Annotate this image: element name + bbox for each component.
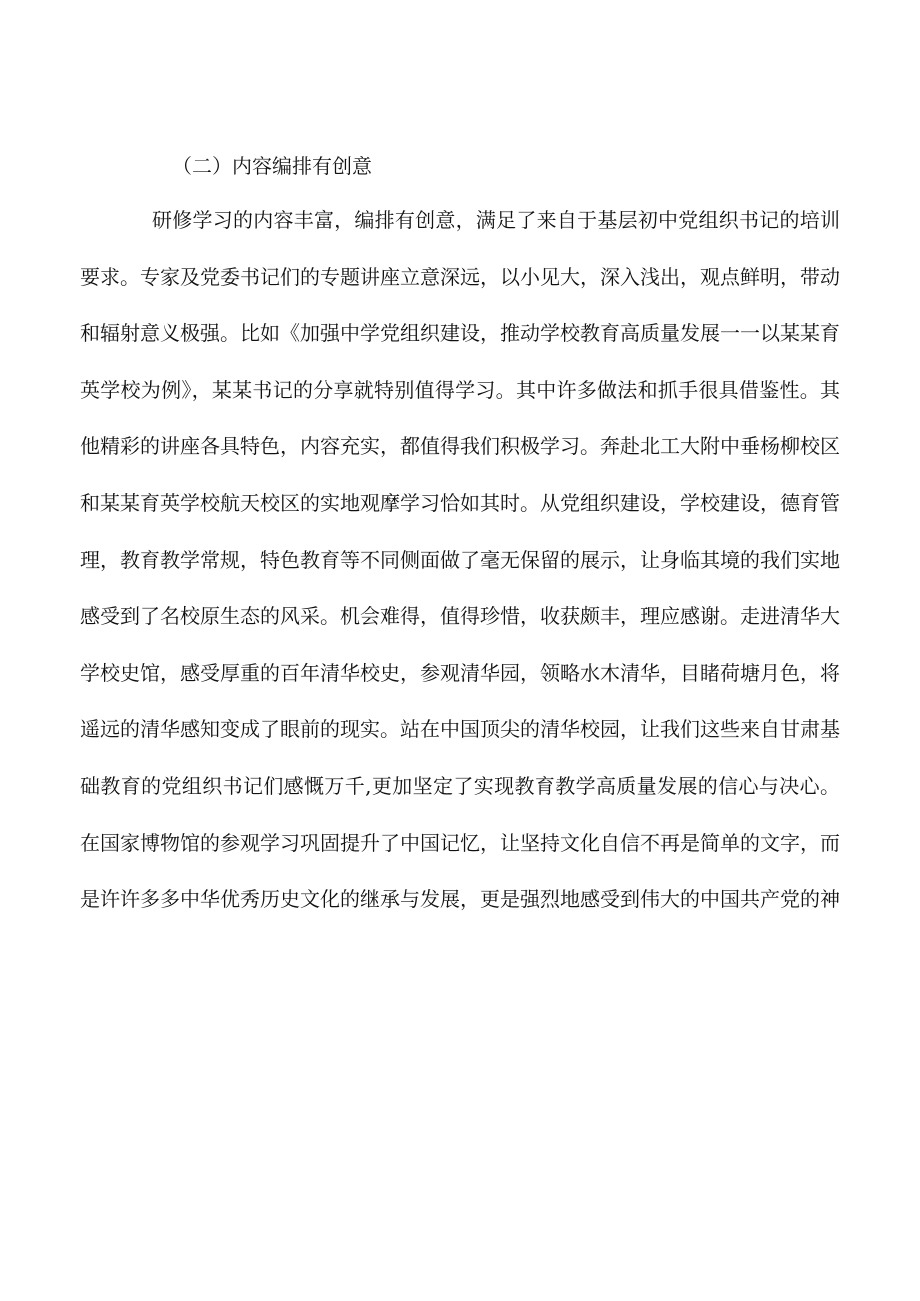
text-line: 英学校为例》，某某书记的分享就特别值得学习。其中许多做法和抓手很具借鉴性。其 xyxy=(80,377,840,402)
text-line: 学校史馆，感受厚重的百年清华校史，参观清华园，领略水木清华，目睹荷塘月色，将 xyxy=(80,660,840,685)
text-line: 遥远的清华感知变成了眼前的现实。站在中国顶尖的清华校园，让我们这些来自甘肃基 xyxy=(80,717,840,742)
text-line: 感受到了名校原生态的风采。机会难得，值得珍惜，收获颇丰，理应感谢。走进清华大 xyxy=(80,604,840,629)
text-line: 是许许多多中华优秀历史文化的继承与发展，更是强烈地感受到伟大的中国共产党的神 xyxy=(80,887,840,912)
body-paragraph xyxy=(80,192,840,928)
text-line: 理，教育教学常规，特色教育等不同侧面做了毫无保留的展示，让身临其境的我们实地 xyxy=(80,547,840,572)
text-line: 他精彩的讲座各具特色，内容充实，都值得我们积极学习。奔赴北工大附中垂杨柳校区 xyxy=(80,434,840,459)
text-line: 在国家博物馆的参观学习巩固提升了中国记忆，让坚持文化自信不再是简单的文字，而 xyxy=(80,830,840,855)
text-line: 研修学习的内容丰富，编排有创意，满足了来自于基层初中党组织书记的培训 xyxy=(152,208,840,232)
text-line: 要求。专家及党委书记们的专题讲座立意深远，以小见大，深入浅出，观点鲜明，带动 xyxy=(80,264,840,289)
section-heading: （二）内容编排有创意 xyxy=(172,154,372,178)
text-line: 础教育的党组织书记们感慨万千,更加坚定了实现教育教学高质量发展的信心与决心。 xyxy=(80,773,840,798)
text-line: 和辐射意义极强。比如《加强中学党组织建设，推动学校教育高质量发展一一以某某育 xyxy=(80,321,840,346)
text-line: 和某某育英学校航天校区的实地观摩学习恰如其时。从党组织建设，学校建设，德育管 xyxy=(80,490,840,515)
